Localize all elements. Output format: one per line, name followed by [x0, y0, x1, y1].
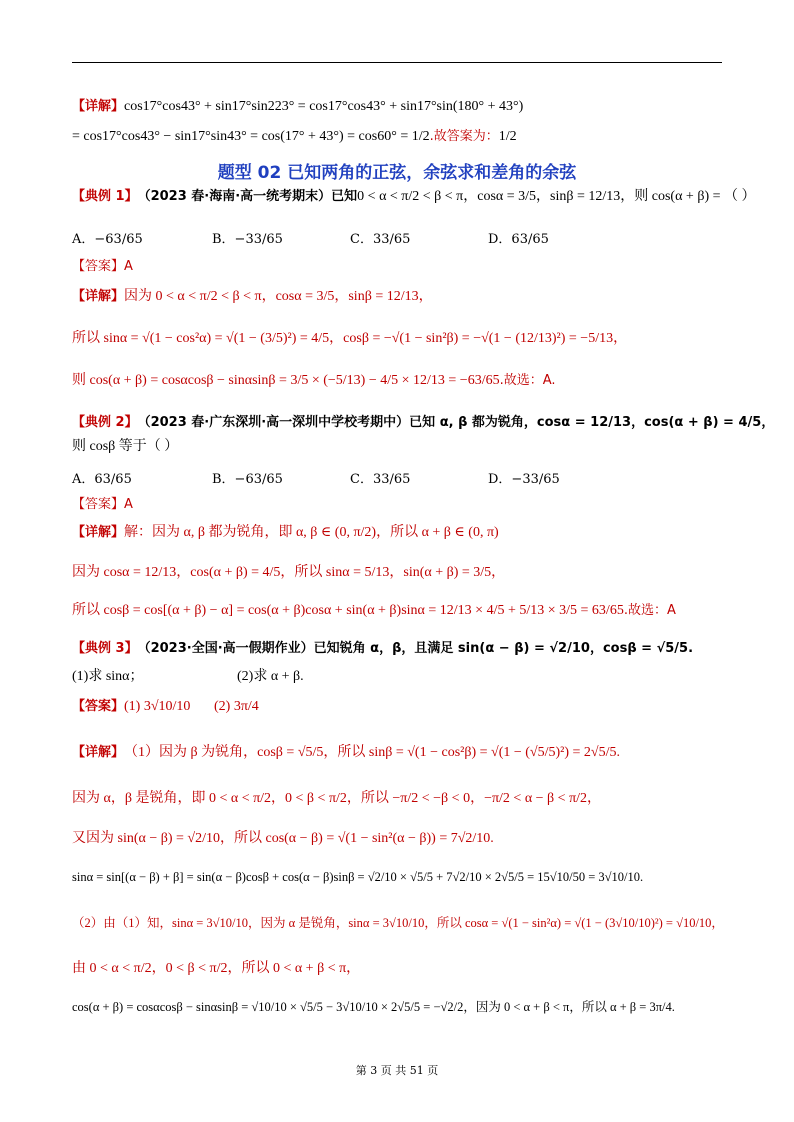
detail-conclusion: .故选：A	[623, 603, 676, 618]
detail-text: cos(α + β) = cosαcosβ − sinαsinβ = √10/10 × √5/5 − 3√10/10 × 2√5/5 = −√2/2，因为 0 < α + β < π，所以 α + β = 3π/4.	[72, 1000, 675, 1014]
detail-text: 因为 cosα = 12/13，cos(α + β) = 4/5，所以 sinα = 5/13，sin(α + β) = 3/5，	[72, 565, 506, 580]
detail-conclusion: .故选：A.	[499, 373, 556, 388]
detail-label: 【详解】	[72, 745, 125, 760]
option-d: D．−33/65	[488, 472, 560, 487]
page-footer: 第 3 页 共 51 页	[355, 1064, 439, 1077]
example-source: （2023 春·海南·高一统考期末）已知	[137, 189, 358, 204]
answer-value: 1/2	[498, 129, 517, 144]
question-text: 则 cosβ 等于（ ）	[72, 439, 179, 454]
section-heading: 题型 02 已知两角的正弦，余弦求和差角的余弦	[217, 163, 577, 183]
example-label: 【典例 1】	[72, 189, 138, 204]
detail-text: （1）因为 β 为锐角，cosβ = √5/5，所以 sinβ = √(1 − cos²β) = √(1 − (√5/5)²) = 2√5/5.	[124, 745, 620, 760]
detail-label: 【详解】	[72, 99, 125, 114]
top-detail-line-1	[72, 98, 732, 116]
option-a: A．63/65	[72, 472, 132, 487]
example-2-detail-2	[72, 564, 732, 582]
header-rule	[72, 62, 722, 63]
detail-equation: cos17°cos43° + sin17°sin223° = cos17°cos43° + sin17°sin(180° + 43°)	[124, 99, 524, 114]
top-detail-line-2	[72, 128, 732, 146]
option-b: B．−63/65	[212, 472, 283, 487]
answer-prefix: .故答案为：	[429, 129, 499, 144]
question-1: (1)求 sinα；	[72, 669, 144, 684]
option-a: A．−63/65	[72, 232, 143, 247]
answer-1: (1) 3√10/10	[124, 699, 191, 714]
example-source: （2023·全国·高一假期作业）已知锐角 α，β，且满足 sin(α − β) = √2/10，cosβ = √5/5.	[137, 641, 694, 656]
example-3-stem	[72, 640, 732, 658]
example-3-detail-6	[72, 960, 732, 978]
example-condition: 0 < α < π/2 < β < π，cosα = 3/5，sinβ = 12/13，则 cos(α + β) = （ ）	[357, 189, 756, 204]
question-2: (2)求 α + β.	[237, 669, 304, 684]
example-3-detail-4	[72, 868, 732, 886]
answer-2: (2) 3π/4	[214, 699, 259, 714]
answer-line: 【答案】A	[72, 259, 133, 274]
example-3-detail-7	[72, 998, 732, 1016]
example-3-detail-3	[72, 830, 732, 848]
example-2-detail-3	[72, 602, 732, 620]
example-1-detail-1	[72, 288, 732, 306]
example-2-stem	[72, 414, 775, 432]
detail-text: 因为 α，β 是锐角，即 0 < α < π/2，0 < β < π/2，所以 −π/2 < −β < 0，−π/2 < α − β < π/2，	[72, 791, 602, 806]
detail-text: 所以 sinα = √(1 − cos²α) = √(1 − (3/5)²) = 4/5，cosβ = −√(1 − sin²β) = −√(1 − (12/13)²) = −5/13，	[72, 331, 628, 346]
example-2-detail-1	[72, 524, 732, 542]
detail-text: 由 0 < α < π/2，0 < β < π/2，所以 0 < α + β < π，	[72, 961, 361, 976]
example-3-detail-2	[72, 790, 732, 808]
example-3-detail-5	[72, 914, 732, 932]
example-1-detail-3	[72, 372, 732, 390]
detail-text: 解：因为 α, β 都为锐角，即 α, β ∈ (0, π/2)，所以 α + β ∈ (0, π)	[124, 525, 499, 540]
option-b: B．−33/65	[212, 232, 283, 247]
example-3-answer	[72, 698, 732, 716]
example-1-detail-2	[72, 330, 732, 348]
detail-text: 所以 cosβ = cos[(α + β) − α] = cos(α + β)cosα + sin(α + β)sinα = 12/13 × 4/5 + 5/13 × 3/5 = 63/65	[72, 603, 624, 618]
detail-equation: = cos17°cos43° − sin17°sin43° = cos(17° + 43°) = cos60° = 1/2	[72, 129, 430, 144]
example-3-detail-1	[72, 744, 732, 762]
answer-line: 【答案】A	[72, 497, 133, 512]
detail-text: sinα = sin[(α − β) + β] = sin(α − β)cosβ + cos(α − β)sinβ = √2/10 × √5/5 + 7√2/10 × 2√5/5 = 15√10/50 = 3√10/10.	[72, 870, 644, 884]
detail-label: 【详解】	[72, 525, 125, 540]
option-c: C．33/65	[350, 232, 411, 247]
detail-label: 【详解】	[72, 289, 125, 304]
example-1-stem	[72, 188, 756, 206]
example-2-question	[72, 438, 732, 456]
example-label: 【典例 2】	[72, 415, 138, 430]
detail-text: 又因为 sin(α − β) = √2/10，所以 cos(α − β) = √(1 − sin²(α − β)) = 7√2/10.	[72, 831, 494, 846]
example-source: （2023 春·广东深圳·高一深圳中学校考期中）已知 α, β 都为锐角，cosα = 12/13，cos(α + β) = 4/5，	[137, 415, 775, 430]
example-3-questions	[72, 668, 732, 686]
example-label: 【典例 3】	[72, 641, 138, 656]
answer-label: 【答案】	[72, 699, 125, 714]
option-c: C．33/65	[350, 472, 411, 487]
option-d: D．63/65	[488, 232, 549, 247]
detail-text: （2）由（1）知，sinα = 3√10/10，因为 α 是锐角，sinα = 3√10/10，所以 cosα = √(1 − sin²α) = √(1 − (3√10/10)²) = √10/10，	[72, 916, 724, 930]
detail-text: 因为 0 < α < π/2 < β < π，cosα = 3/5，sinβ = 12/13，	[124, 289, 433, 304]
detail-text: 则 cos(α + β) = cosαcosβ − sinαsinβ = 3/5 × (−5/13) − 4/5 × 12/13 = −63/65	[72, 373, 500, 388]
